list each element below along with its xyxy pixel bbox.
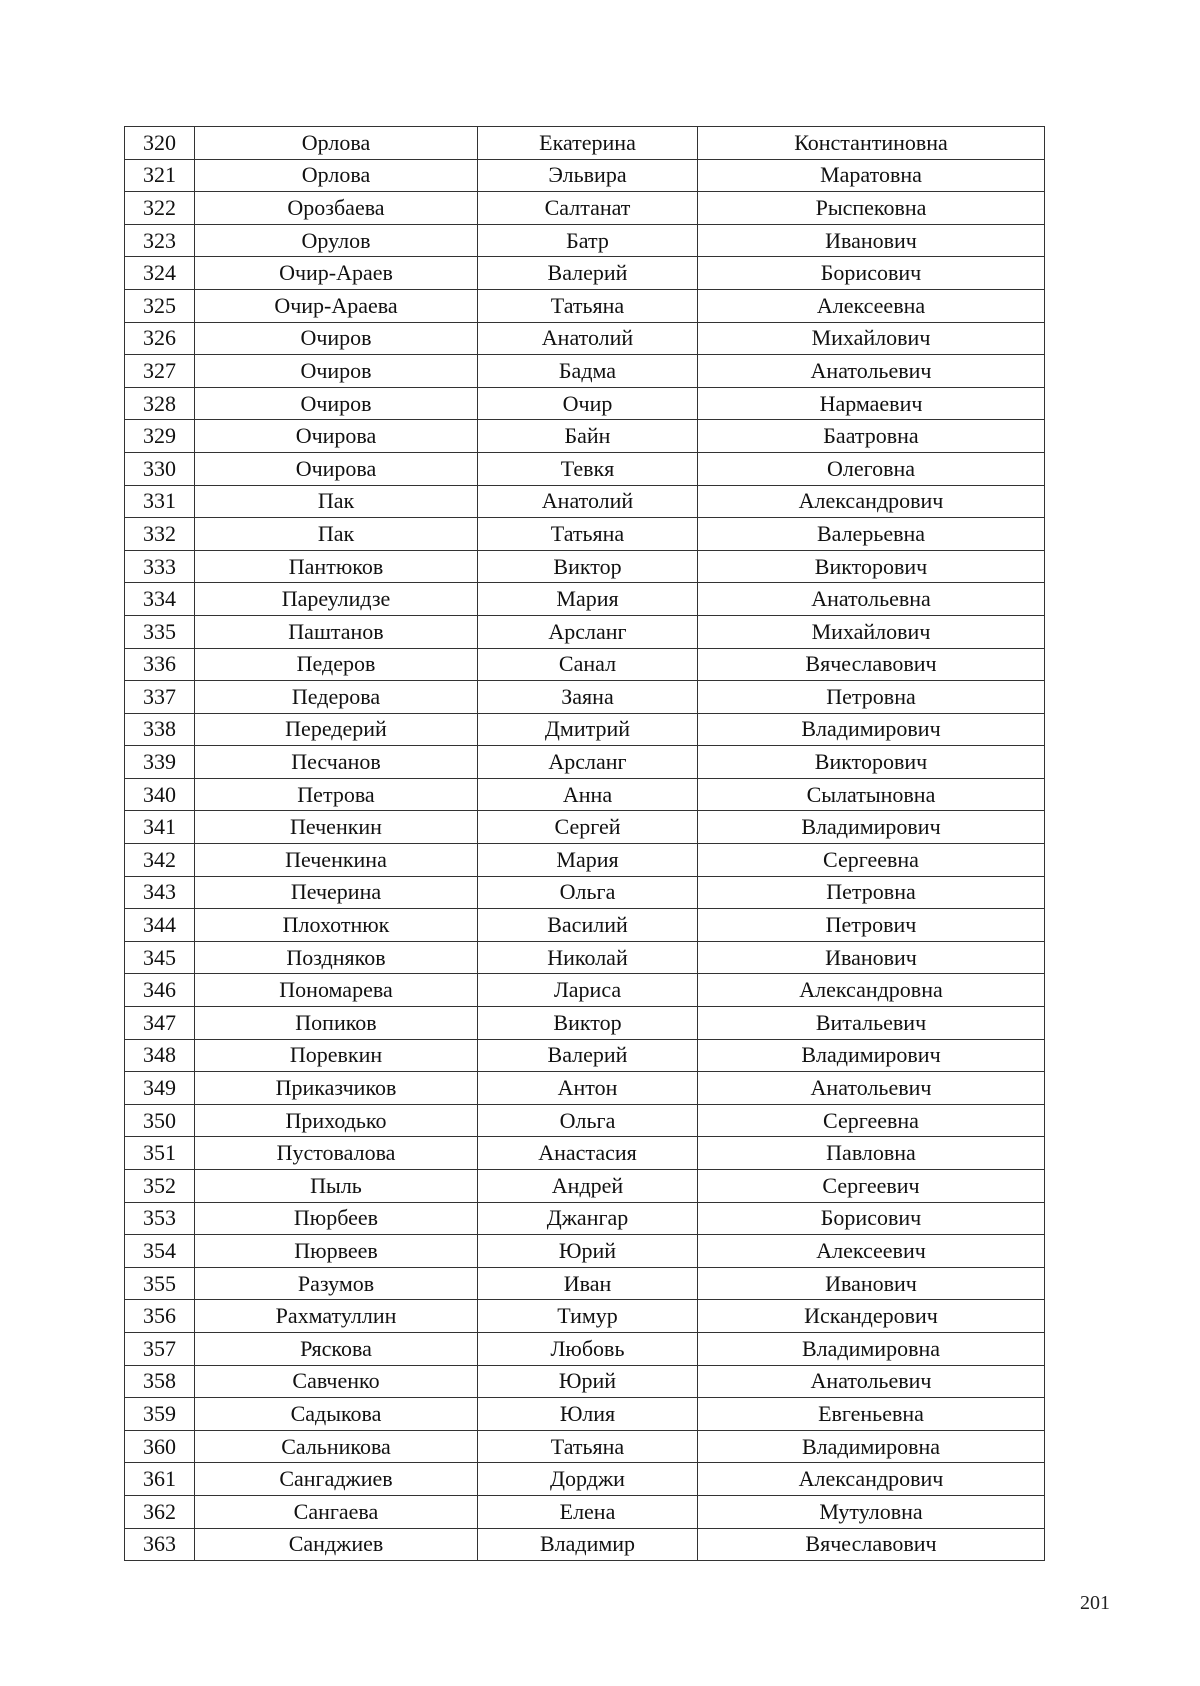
patronymic-cell: Мутуловна: [698, 1495, 1045, 1528]
table-row: [125, 452, 1045, 485]
row-number-cell: 354: [125, 1235, 195, 1268]
first-name-cell: Салтанат: [478, 192, 698, 225]
patronymic-cell: Владимирович: [698, 713, 1045, 746]
last-name-cell: Попиков: [195, 1007, 478, 1040]
last-name-cell: Пономарева: [195, 974, 478, 1007]
patronymic-cell: Сылатыновна: [698, 778, 1045, 811]
last-name-cell: Приходько: [195, 1104, 478, 1137]
last-name-cell: Передерий: [195, 713, 478, 746]
patronymic-cell: Анатольевич: [698, 1072, 1045, 1105]
last-name-cell: Сангаджиев: [195, 1463, 478, 1496]
first-name-cell: Валерий: [478, 257, 698, 290]
table-row: [125, 648, 1045, 681]
row-number-cell: 326: [125, 322, 195, 355]
table-row: [125, 713, 1045, 746]
last-name-cell: Плохотнюк: [195, 909, 478, 942]
patronymic-cell: Алексеевна: [698, 289, 1045, 322]
table-row: [125, 811, 1045, 844]
first-name-cell: Антон: [478, 1072, 698, 1105]
patronymic-cell: Сергеевна: [698, 1104, 1045, 1137]
table-row: [125, 1104, 1045, 1137]
first-name-cell: Лариса: [478, 974, 698, 1007]
last-name-cell: Савченко: [195, 1365, 478, 1398]
patronymic-cell: Анатольевна: [698, 583, 1045, 616]
first-name-cell: Юрий: [478, 1365, 698, 1398]
row-number-cell: 342: [125, 844, 195, 877]
row-number-cell: 320: [125, 127, 195, 160]
patronymic-cell: Олеговна: [698, 452, 1045, 485]
row-number-cell: 352: [125, 1170, 195, 1203]
patronymic-cell: Иванович: [698, 941, 1045, 974]
first-name-cell: Эльвира: [478, 159, 698, 192]
table-row: [125, 1528, 1045, 1561]
table-row: [125, 1202, 1045, 1235]
row-number-cell: 321: [125, 159, 195, 192]
patronymic-cell: Владимирович: [698, 1039, 1045, 1072]
table-row: [125, 257, 1045, 290]
table-row: [125, 1463, 1045, 1496]
table-row: [125, 1332, 1045, 1365]
patronymic-cell: Константиновна: [698, 127, 1045, 160]
first-name-cell: Батр: [478, 224, 698, 257]
table-row: [125, 1495, 1045, 1528]
last-name-cell: Очирова: [195, 420, 478, 453]
row-number-cell: 358: [125, 1365, 195, 1398]
row-number-cell: 338: [125, 713, 195, 746]
table-row: [125, 778, 1045, 811]
first-name-cell: Санал: [478, 648, 698, 681]
row-number-cell: 361: [125, 1463, 195, 1496]
last-name-cell: Пыль: [195, 1170, 478, 1203]
first-name-cell: Иван: [478, 1267, 698, 1300]
row-number-cell: 346: [125, 974, 195, 1007]
last-name-cell: Поревкин: [195, 1039, 478, 1072]
patronymic-cell: Алексеевич: [698, 1235, 1045, 1268]
row-number-cell: 331: [125, 485, 195, 518]
patronymic-cell: Петрович: [698, 909, 1045, 942]
patronymic-cell: Викторович: [698, 550, 1045, 583]
last-name-cell: Очиров: [195, 322, 478, 355]
patronymic-cell: Баатровна: [698, 420, 1045, 453]
table-row: [125, 1235, 1045, 1268]
patronymic-cell: Александрович: [698, 485, 1045, 518]
first-name-cell: Татьяна: [478, 518, 698, 551]
table-row: [125, 550, 1045, 583]
last-name-cell: Печерина: [195, 876, 478, 909]
last-name-cell: Пареулидзе: [195, 583, 478, 616]
row-number-cell: 341: [125, 811, 195, 844]
last-name-cell: Садыкова: [195, 1398, 478, 1431]
table-row: [125, 1267, 1045, 1300]
first-name-cell: Анастасия: [478, 1137, 698, 1170]
first-name-cell: Мария: [478, 583, 698, 616]
first-name-cell: Татьяна: [478, 289, 698, 322]
row-number-cell: 328: [125, 387, 195, 420]
table-row: [125, 1365, 1045, 1398]
row-number-cell: 360: [125, 1430, 195, 1463]
last-name-cell: Орозбаева: [195, 192, 478, 225]
last-name-cell: Петрова: [195, 778, 478, 811]
last-name-cell: Пантюков: [195, 550, 478, 583]
first-name-cell: Екатерина: [478, 127, 698, 160]
row-number-cell: 333: [125, 550, 195, 583]
first-name-cell: Татьяна: [478, 1430, 698, 1463]
last-name-cell: Сангаева: [195, 1495, 478, 1528]
first-name-cell: Дмитрий: [478, 713, 698, 746]
table-row: [125, 1170, 1045, 1203]
table-row: [125, 192, 1045, 225]
table-row: [125, 1300, 1045, 1333]
row-number-cell: 334: [125, 583, 195, 616]
row-number-cell: 337: [125, 681, 195, 714]
row-number-cell: 356: [125, 1300, 195, 1333]
table-row: [125, 485, 1045, 518]
first-name-cell: Николай: [478, 941, 698, 974]
table-row: [125, 224, 1045, 257]
last-name-cell: Пустовалова: [195, 1137, 478, 1170]
first-name-cell: Тимур: [478, 1300, 698, 1333]
last-name-cell: Печенкин: [195, 811, 478, 844]
table-row: [125, 1430, 1045, 1463]
table-row: [125, 909, 1045, 942]
row-number-cell: 362: [125, 1495, 195, 1528]
first-name-cell: Елена: [478, 1495, 698, 1528]
table-row: [125, 355, 1045, 388]
first-name-cell: Арсланг: [478, 746, 698, 779]
last-name-cell: Пюрбеев: [195, 1202, 478, 1235]
patronymic-cell: Петровна: [698, 681, 1045, 714]
patronymic-cell: Владимировна: [698, 1430, 1045, 1463]
patronymic-cell: Владимирович: [698, 811, 1045, 844]
first-name-cell: Джангар: [478, 1202, 698, 1235]
row-number-cell: 322: [125, 192, 195, 225]
last-name-cell: Пак: [195, 518, 478, 551]
last-name-cell: Очирова: [195, 452, 478, 485]
table-row: [125, 681, 1045, 714]
row-number-cell: 339: [125, 746, 195, 779]
page-number: 201: [1080, 1592, 1110, 1614]
first-name-cell: Виктор: [478, 1007, 698, 1040]
last-name-cell: Санджиев: [195, 1528, 478, 1561]
row-number-cell: 327: [125, 355, 195, 388]
table-row: [125, 746, 1045, 779]
table-row: [125, 583, 1045, 616]
last-name-cell: Приказчиков: [195, 1072, 478, 1105]
last-name-cell: Очир-Араева: [195, 289, 478, 322]
patronymic-cell: Сергеевна: [698, 844, 1045, 877]
first-name-cell: Очир: [478, 387, 698, 420]
last-name-cell: Ряскова: [195, 1332, 478, 1365]
row-number-cell: 324: [125, 257, 195, 290]
first-name-cell: Бадма: [478, 355, 698, 388]
first-name-cell: Юрий: [478, 1235, 698, 1268]
row-number-cell: 351: [125, 1137, 195, 1170]
patronymic-cell: Викторович: [698, 746, 1045, 779]
first-name-cell: Дорджи: [478, 1463, 698, 1496]
patronymic-cell: Иванович: [698, 1267, 1045, 1300]
first-name-cell: Любовь: [478, 1332, 698, 1365]
table-row: [125, 387, 1045, 420]
last-name-cell: Поздняков: [195, 941, 478, 974]
table-row: [125, 1072, 1045, 1105]
row-number-cell: 332: [125, 518, 195, 551]
row-number-cell: 350: [125, 1104, 195, 1137]
last-name-cell: Очиров: [195, 355, 478, 388]
first-name-cell: Тевкя: [478, 452, 698, 485]
row-number-cell: 330: [125, 452, 195, 485]
patronymic-cell: Маратовна: [698, 159, 1045, 192]
table-row: [125, 322, 1045, 355]
first-name-cell: Мария: [478, 844, 698, 877]
last-name-cell: Очир-Араев: [195, 257, 478, 290]
patronymic-cell: Иванович: [698, 224, 1045, 257]
patronymic-cell: Павловна: [698, 1137, 1045, 1170]
patronymic-cell: Евгеньевна: [698, 1398, 1045, 1431]
patronymic-cell: Михайлович: [698, 615, 1045, 648]
last-name-cell: Педерова: [195, 681, 478, 714]
last-name-cell: Паштанов: [195, 615, 478, 648]
first-name-cell: Анатолий: [478, 485, 698, 518]
patronymic-cell: Рыспековна: [698, 192, 1045, 225]
row-number-cell: 340: [125, 778, 195, 811]
table-row: [125, 1137, 1045, 1170]
table-row: [125, 876, 1045, 909]
row-number-cell: 344: [125, 909, 195, 942]
row-number-cell: 357: [125, 1332, 195, 1365]
first-name-cell: Василий: [478, 909, 698, 942]
row-number-cell: 353: [125, 1202, 195, 1235]
first-name-cell: Владимир: [478, 1528, 698, 1561]
patronymic-cell: Борисович: [698, 257, 1045, 290]
patronymic-cell: Нармаевич: [698, 387, 1045, 420]
name-list-table: [124, 126, 1045, 1561]
table-row: [125, 974, 1045, 1007]
patronymic-cell: Вячеславович: [698, 1528, 1045, 1561]
row-number-cell: 325: [125, 289, 195, 322]
first-name-cell: Сергей: [478, 811, 698, 844]
patronymic-cell: Анатольевич: [698, 1365, 1045, 1398]
table-row: [125, 1398, 1045, 1431]
first-name-cell: Виктор: [478, 550, 698, 583]
first-name-cell: Валерий: [478, 1039, 698, 1072]
row-number-cell: 355: [125, 1267, 195, 1300]
first-name-cell: Анатолий: [478, 322, 698, 355]
first-name-cell: Ольга: [478, 876, 698, 909]
row-number-cell: 347: [125, 1007, 195, 1040]
last-name-cell: Орулов: [195, 224, 478, 257]
table-row: [125, 615, 1045, 648]
last-name-cell: Орлова: [195, 159, 478, 192]
patronymic-cell: Валерьевна: [698, 518, 1045, 551]
first-name-cell: Байн: [478, 420, 698, 453]
row-number-cell: 345: [125, 941, 195, 974]
row-number-cell: 349: [125, 1072, 195, 1105]
last-name-cell: Рахматуллин: [195, 1300, 478, 1333]
last-name-cell: Педеров: [195, 648, 478, 681]
table-row: [125, 1007, 1045, 1040]
patronymic-cell: Искандерович: [698, 1300, 1045, 1333]
first-name-cell: Арсланг: [478, 615, 698, 648]
row-number-cell: 363: [125, 1528, 195, 1561]
row-number-cell: 323: [125, 224, 195, 257]
patronymic-cell: Владимировна: [698, 1332, 1045, 1365]
row-number-cell: 336: [125, 648, 195, 681]
patronymic-cell: Витальевич: [698, 1007, 1045, 1040]
patronymic-cell: Александровна: [698, 974, 1045, 1007]
last-name-cell: Пюрвеев: [195, 1235, 478, 1268]
name-list-body: [125, 127, 1045, 1561]
last-name-cell: Очиров: [195, 387, 478, 420]
first-name-cell: Анна: [478, 778, 698, 811]
row-number-cell: 343: [125, 876, 195, 909]
first-name-cell: Заяна: [478, 681, 698, 714]
last-name-cell: Орлова: [195, 127, 478, 160]
row-number-cell: 359: [125, 1398, 195, 1431]
patronymic-cell: Сергеевич: [698, 1170, 1045, 1203]
patronymic-cell: Анатольевич: [698, 355, 1045, 388]
patronymic-cell: Михайлович: [698, 322, 1045, 355]
row-number-cell: 348: [125, 1039, 195, 1072]
row-number-cell: 335: [125, 615, 195, 648]
table-row: [125, 289, 1045, 322]
first-name-cell: Андрей: [478, 1170, 698, 1203]
last-name-cell: Пак: [195, 485, 478, 518]
patronymic-cell: Борисович: [698, 1202, 1045, 1235]
patronymic-cell: Петровна: [698, 876, 1045, 909]
last-name-cell: Печенкина: [195, 844, 478, 877]
first-name-cell: Ольга: [478, 1104, 698, 1137]
last-name-cell: Песчанов: [195, 746, 478, 779]
patronymic-cell: Вячеславович: [698, 648, 1045, 681]
table-row: [125, 420, 1045, 453]
first-name-cell: Юлия: [478, 1398, 698, 1431]
table-row: [125, 844, 1045, 877]
last-name-cell: Разумов: [195, 1267, 478, 1300]
table-row: [125, 127, 1045, 160]
table-row: [125, 1039, 1045, 1072]
row-number-cell: 329: [125, 420, 195, 453]
patronymic-cell: Александрович: [698, 1463, 1045, 1496]
table-row: [125, 941, 1045, 974]
table-row: [125, 518, 1045, 551]
last-name-cell: Сальникова: [195, 1430, 478, 1463]
table-row: [125, 159, 1045, 192]
